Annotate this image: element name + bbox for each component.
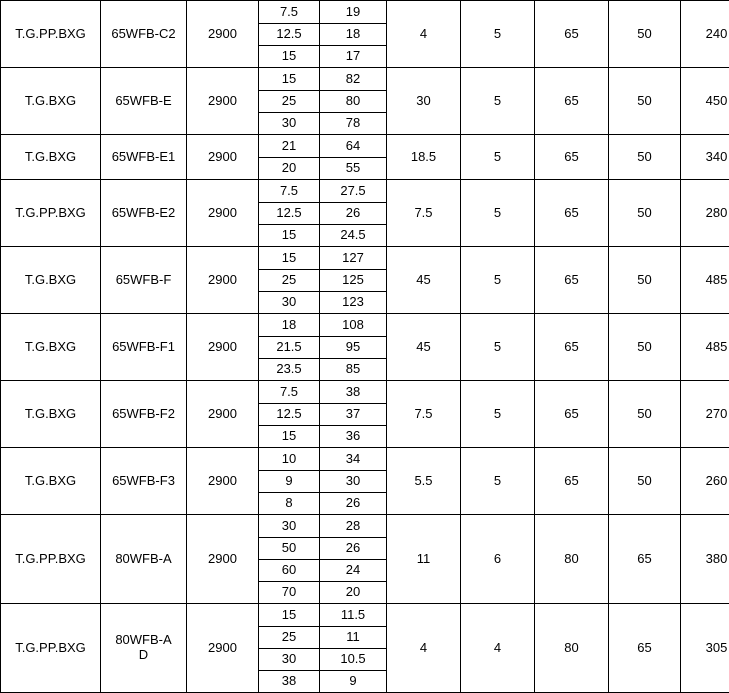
cell-flow-head-pairs [259, 381, 387, 448]
cell-flow: 23.5 [259, 358, 320, 380]
cell-head: 17 [320, 45, 387, 67]
cell-flow: 15 [259, 45, 320, 67]
cell-model-line-2: D [101, 648, 186, 663]
cell-inlet: 65 [535, 381, 609, 448]
cell-flow: 38 [259, 670, 320, 692]
cell-flow: 21 [259, 135, 320, 157]
cell-series: T.G.PP.BXG [1, 515, 101, 604]
cell-inlet: 65 [535, 1, 609, 68]
cell-flow: 8 [259, 492, 320, 514]
cell-head: 26 [320, 492, 387, 514]
cell-flow-head-pairs [259, 515, 387, 604]
cell-npsh: 5 [461, 314, 535, 381]
cell-npsh: 5 [461, 448, 535, 515]
cell-flow: 25 [259, 90, 320, 112]
flow-head-row [259, 559, 386, 581]
cell-head: 127 [320, 247, 387, 269]
cell-weight: 380 [681, 515, 729, 604]
cell-head: 18 [320, 23, 387, 45]
cell-series: T.G.PP.BXG [1, 180, 101, 247]
flow-head-row [259, 470, 386, 492]
cell-model: 65WFB-F3 [101, 448, 187, 515]
table-row [1, 381, 729, 448]
cell-npsh: 5 [461, 1, 535, 68]
cell-flow: 15 [259, 604, 320, 626]
flow-head-row [259, 358, 386, 380]
cell-weight: 280 [681, 180, 729, 247]
cell-head: 11.5 [320, 604, 387, 626]
cell-head: 95 [320, 336, 387, 358]
cell-weight: 260 [681, 448, 729, 515]
cell-flow: 18 [259, 314, 320, 336]
cell-series: T.G.BXG [1, 381, 101, 448]
cell-flow-head-pairs [259, 448, 387, 515]
cell-inlet: 80 [535, 515, 609, 604]
cell-npsh: 5 [461, 247, 535, 314]
flow-head-row [259, 581, 386, 603]
cell-model [101, 604, 187, 693]
cell-flow: 15 [259, 425, 320, 447]
cell-flow-head-pairs [259, 314, 387, 381]
cell-head: 64 [320, 135, 387, 157]
cell-series: T.G.PP.BXG [1, 604, 101, 693]
cell-flow: 12.5 [259, 23, 320, 45]
table-row [1, 604, 729, 693]
table-body [1, 1, 729, 693]
cell-npsh: 5 [461, 68, 535, 135]
cell-power: 4 [387, 1, 461, 68]
cell-flow: 10 [259, 448, 320, 470]
cell-speed: 2900 [187, 135, 259, 180]
cell-series: T.G.BXG [1, 448, 101, 515]
cell-inlet: 65 [535, 247, 609, 314]
cell-flow-head-pairs [259, 135, 387, 180]
cell-outlet: 50 [609, 68, 681, 135]
flow-head-row [259, 157, 386, 179]
cell-series: T.G.BXG [1, 247, 101, 314]
cell-weight: 305 [681, 604, 729, 693]
flow-head-row [259, 670, 386, 692]
cell-head: 85 [320, 358, 387, 380]
cell-speed: 2900 [187, 604, 259, 693]
cell-flow: 12.5 [259, 403, 320, 425]
cell-head: 28 [320, 515, 387, 537]
flow-head-row [259, 604, 386, 626]
cell-head: 26 [320, 202, 387, 224]
cell-power: 4 [387, 604, 461, 693]
cell-outlet: 50 [609, 448, 681, 515]
flow-head-row [259, 537, 386, 559]
flow-head-row [259, 648, 386, 670]
cell-model: 65WFB-C2 [101, 1, 187, 68]
flow-head-row [259, 381, 386, 403]
cell-npsh: 6 [461, 515, 535, 604]
cell-flow: 7.5 [259, 1, 320, 23]
cell-outlet: 50 [609, 247, 681, 314]
cell-series: T.G.BXG [1, 135, 101, 180]
flow-head-row [259, 492, 386, 514]
cell-power: 45 [387, 247, 461, 314]
cell-weight: 240 [681, 1, 729, 68]
flow-head-row [259, 314, 386, 336]
cell-power: 45 [387, 314, 461, 381]
table-row [1, 1, 729, 68]
cell-head: 27.5 [320, 180, 387, 202]
cell-head: 26 [320, 537, 387, 559]
cell-flow: 15 [259, 224, 320, 246]
cell-head: 9 [320, 670, 387, 692]
flow-head-row [259, 202, 386, 224]
flow-head-row [259, 247, 386, 269]
cell-flow-head-pairs [259, 180, 387, 247]
cell-model: 80WFB-A [101, 515, 187, 604]
cell-model-line-1: 80WFB-A [101, 633, 186, 648]
cell-flow: 21.5 [259, 336, 320, 358]
flow-head-row [259, 403, 386, 425]
cell-speed: 2900 [187, 515, 259, 604]
cell-head: 125 [320, 269, 387, 291]
table-row [1, 68, 729, 135]
cell-outlet: 50 [609, 1, 681, 68]
cell-power: 5.5 [387, 448, 461, 515]
cell-outlet: 65 [609, 604, 681, 693]
cell-head: 11 [320, 626, 387, 648]
cell-npsh: 4 [461, 604, 535, 693]
cell-speed: 2900 [187, 68, 259, 135]
cell-model: 65WFB-E [101, 68, 187, 135]
cell-model: 65WFB-F1 [101, 314, 187, 381]
cell-series: T.G.BXG [1, 68, 101, 135]
cell-speed: 2900 [187, 1, 259, 68]
cell-head: 36 [320, 425, 387, 447]
cell-flow: 7.5 [259, 180, 320, 202]
cell-head: 123 [320, 291, 387, 313]
cell-power: 11 [387, 515, 461, 604]
table-row [1, 314, 729, 381]
cell-series: T.G.PP.BXG [1, 1, 101, 68]
cell-flow: 25 [259, 269, 320, 291]
cell-inlet: 65 [535, 135, 609, 180]
cell-outlet: 50 [609, 180, 681, 247]
cell-speed: 2900 [187, 314, 259, 381]
cell-flow: 15 [259, 68, 320, 90]
cell-weight: 270 [681, 381, 729, 448]
flow-head-row [259, 135, 386, 157]
cell-inlet: 65 [535, 314, 609, 381]
cell-weight: 450 [681, 68, 729, 135]
cell-head: 82 [320, 68, 387, 90]
cell-model: 65WFB-E1 [101, 135, 187, 180]
cell-series: T.G.BXG [1, 314, 101, 381]
flow-head-row [259, 515, 386, 537]
flow-head-row [259, 336, 386, 358]
flow-head-row [259, 90, 386, 112]
cell-flow: 30 [259, 291, 320, 313]
cell-flow: 7.5 [259, 381, 320, 403]
cell-flow: 30 [259, 515, 320, 537]
cell-head: 24.5 [320, 224, 387, 246]
cell-flow: 30 [259, 112, 320, 134]
cell-flow: 60 [259, 559, 320, 581]
flow-head-row [259, 448, 386, 470]
table-row [1, 247, 729, 314]
cell-head: 108 [320, 314, 387, 336]
flow-head-row [259, 45, 386, 67]
cell-head: 38 [320, 381, 387, 403]
cell-inlet: 65 [535, 448, 609, 515]
cell-head: 80 [320, 90, 387, 112]
flow-head-row [259, 180, 386, 202]
flow-head-row [259, 626, 386, 648]
cell-flow-head-pairs [259, 1, 387, 68]
cell-flow-head-pairs [259, 68, 387, 135]
cell-speed: 2900 [187, 247, 259, 314]
cell-model: 65WFB-F [101, 247, 187, 314]
table-row [1, 448, 729, 515]
cell-flow: 50 [259, 537, 320, 559]
cell-inlet: 65 [535, 68, 609, 135]
flow-head-row [259, 269, 386, 291]
cell-weight: 340 [681, 135, 729, 180]
flow-head-row [259, 425, 386, 447]
cell-head: 34 [320, 448, 387, 470]
cell-speed: 2900 [187, 448, 259, 515]
cell-flow-head-pairs [259, 247, 387, 314]
cell-outlet: 65 [609, 515, 681, 604]
cell-power: 18.5 [387, 135, 461, 180]
flow-head-row [259, 112, 386, 134]
cell-head: 55 [320, 157, 387, 179]
cell-flow-head-pairs [259, 604, 387, 693]
cell-model: 65WFB-F2 [101, 381, 187, 448]
table-row [1, 515, 729, 604]
cell-flow: 9 [259, 470, 320, 492]
cell-flow: 30 [259, 648, 320, 670]
cell-inlet: 65 [535, 180, 609, 247]
flow-head-row [259, 68, 386, 90]
flow-head-row [259, 291, 386, 313]
cell-weight: 485 [681, 314, 729, 381]
cell-head: 10.5 [320, 648, 387, 670]
table-row [1, 135, 729, 180]
cell-npsh: 5 [461, 180, 535, 247]
cell-outlet: 50 [609, 135, 681, 180]
cell-head: 19 [320, 1, 387, 23]
cell-power: 30 [387, 68, 461, 135]
cell-head: 20 [320, 581, 387, 603]
cell-power: 7.5 [387, 180, 461, 247]
cell-inlet: 80 [535, 604, 609, 693]
cell-head: 30 [320, 470, 387, 492]
cell-npsh: 5 [461, 135, 535, 180]
cell-flow: 15 [259, 247, 320, 269]
flow-head-row [259, 1, 386, 23]
flow-head-row [259, 224, 386, 246]
cell-flow: 25 [259, 626, 320, 648]
cell-head: 24 [320, 559, 387, 581]
cell-npsh: 5 [461, 381, 535, 448]
cell-flow: 70 [259, 581, 320, 603]
cell-head: 78 [320, 112, 387, 134]
cell-power: 7.5 [387, 381, 461, 448]
table-row [1, 180, 729, 247]
cell-speed: 2900 [187, 381, 259, 448]
cell-head: 37 [320, 403, 387, 425]
cell-flow: 20 [259, 157, 320, 179]
cell-outlet: 50 [609, 381, 681, 448]
cell-outlet: 50 [609, 314, 681, 381]
flow-head-row [259, 23, 386, 45]
cell-weight: 485 [681, 247, 729, 314]
cell-speed: 2900 [187, 180, 259, 247]
cell-model: 65WFB-E2 [101, 180, 187, 247]
cell-flow: 12.5 [259, 202, 320, 224]
